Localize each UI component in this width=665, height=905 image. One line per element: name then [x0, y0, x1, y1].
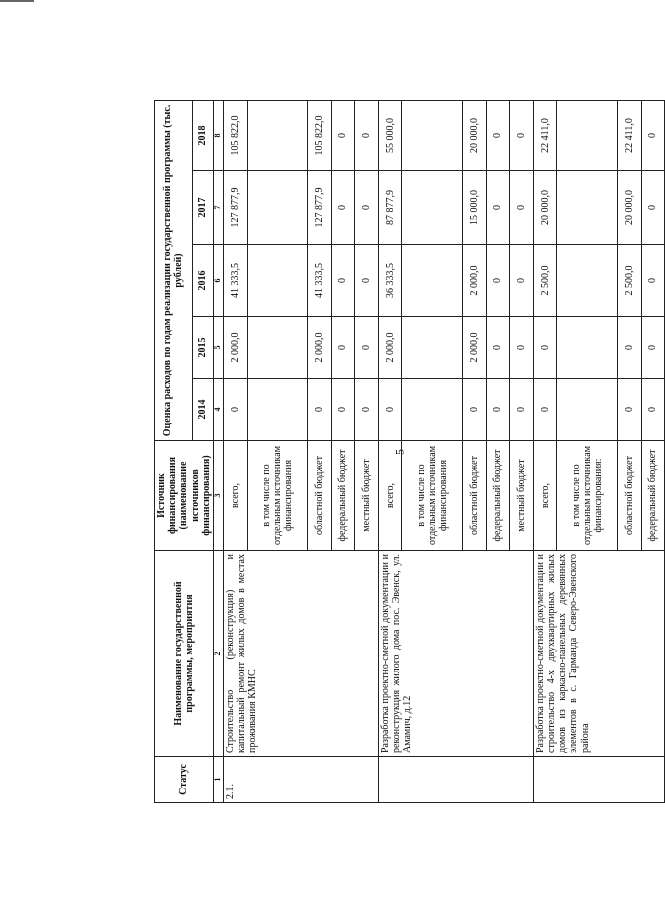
- value-cell: 20 000,0: [533, 171, 557, 245]
- value-cell: 0: [486, 245, 510, 317]
- value-cell: [402, 171, 463, 245]
- value-cell: 0: [533, 317, 557, 379]
- source-cell: всего,: [533, 441, 557, 551]
- table-row: [533, 100, 557, 802]
- value-cell: 105 822,0: [223, 100, 247, 170]
- value-cell: 0: [618, 317, 642, 379]
- measure-name: Разработка проектно-сметной документации и реконструкция жилого дома пос. Эвенск, ул. Амамич, д.12: [378, 551, 533, 757]
- value-cell: [557, 317, 618, 379]
- value-cell: 0: [486, 317, 510, 379]
- source-cell: всего,: [378, 441, 402, 551]
- source-cell: федеральный бюджет: [486, 441, 510, 551]
- value-cell: [247, 245, 308, 317]
- table-row: [223, 100, 247, 802]
- status-cell: 2.1.: [223, 757, 378, 803]
- value-cell: 105 822,0: [308, 100, 332, 170]
- budget-table: [154, 100, 665, 803]
- value-cell: 0: [486, 379, 510, 441]
- column-index: 6: [213, 245, 223, 317]
- value-cell: 0: [331, 171, 355, 245]
- source-cell: областной бюджет: [618, 441, 642, 551]
- value-cell: 0: [641, 100, 665, 170]
- value-cell: 22 411,0: [618, 100, 642, 170]
- source-cell: местный бюджет: [355, 441, 379, 551]
- source-cell: областной бюджет: [463, 441, 487, 551]
- value-cell: 0: [510, 171, 534, 245]
- value-cell: [247, 379, 308, 441]
- value-cell: [557, 171, 618, 245]
- value-cell: 0: [355, 100, 379, 170]
- value-cell: 15 000,0: [463, 171, 487, 245]
- value-cell: 0: [510, 317, 534, 379]
- measure-name: Строительство (реконструкция) и капитальный ремонт жилых домов в местах проживания КМНС: [223, 551, 378, 757]
- header-year: 2014: [192, 379, 213, 441]
- value-cell: 127 877,9: [223, 171, 247, 245]
- column-index: 1: [213, 757, 223, 803]
- value-cell: [247, 317, 308, 379]
- value-cell: 0: [355, 317, 379, 379]
- source-cell: в том числе по отдельным источникам финансирования: [402, 441, 463, 551]
- source-cell: в том числе по отдельным источникам финансирования: [247, 441, 308, 551]
- value-cell: 0: [510, 100, 534, 170]
- value-cell: 2 000,0: [378, 317, 402, 379]
- page-number: 5: [392, 449, 407, 455]
- source-cell: в том числе по отдельным источникам финансирования:: [557, 441, 618, 551]
- header-year: 2016: [192, 245, 213, 317]
- value-cell: 0: [510, 379, 534, 441]
- source-cell: федеральный бюджет: [641, 441, 665, 551]
- value-cell: 41 333,5: [308, 245, 332, 317]
- header-year: 2015: [192, 317, 213, 379]
- source-cell: всего,: [223, 441, 247, 551]
- value-cell: 20 000,0: [618, 171, 642, 245]
- value-cell: [402, 317, 463, 379]
- value-cell: 2 500,0: [533, 245, 557, 317]
- column-index: 7: [213, 171, 223, 245]
- value-cell: 20 000,0: [463, 100, 487, 170]
- value-cell: 0: [641, 245, 665, 317]
- source-cell: местный бюджет: [510, 441, 534, 551]
- value-cell: 0: [331, 379, 355, 441]
- value-cell: 127 877,9: [308, 171, 332, 245]
- value-cell: 87 877,9: [378, 171, 402, 245]
- status-cell: [533, 757, 665, 803]
- value-cell: 0: [331, 317, 355, 379]
- column-index-row: [213, 100, 223, 802]
- value-cell: 0: [486, 100, 510, 170]
- column-index: 5: [213, 317, 223, 379]
- value-cell: [557, 100, 618, 170]
- value-cell: 0: [308, 379, 332, 441]
- header-year: 2017: [192, 171, 213, 245]
- value-cell: 0: [355, 171, 379, 245]
- status-cell: [378, 757, 533, 803]
- value-cell: 0: [641, 171, 665, 245]
- value-cell: 2 000,0: [463, 245, 487, 317]
- value-cell: 0: [331, 100, 355, 170]
- column-index: 3: [213, 441, 223, 551]
- value-cell: [247, 171, 308, 245]
- value-cell: 55 000,0: [378, 100, 402, 170]
- value-cell: 0: [618, 379, 642, 441]
- header-year: 2018: [192, 100, 213, 170]
- value-cell: 41 333,5: [223, 245, 247, 317]
- value-cell: [402, 100, 463, 170]
- value-cell: 36 333,5: [378, 245, 402, 317]
- value-cell: 0: [355, 245, 379, 317]
- value-cell: 0: [486, 171, 510, 245]
- corner-mark: [0, 0, 34, 2]
- column-index: 4: [213, 379, 223, 441]
- value-cell: 22 411,0: [533, 100, 557, 170]
- header-source: Источник финансирования (наименование источников финансирования): [155, 441, 214, 551]
- value-cell: 0: [641, 317, 665, 379]
- value-cell: 0: [331, 245, 355, 317]
- value-cell: [402, 245, 463, 317]
- value-cell: 2 000,0: [463, 317, 487, 379]
- table-row: [378, 100, 402, 802]
- value-cell: [557, 245, 618, 317]
- value-cell: 2 000,0: [308, 317, 332, 379]
- header-name: Наименование государственной программы, мероприятия: [155, 551, 214, 757]
- column-index: 2: [213, 551, 223, 757]
- value-cell: 0: [510, 245, 534, 317]
- value-cell: 0: [463, 379, 487, 441]
- value-cell: 2 500,0: [618, 245, 642, 317]
- value-cell: 2 000,0: [223, 317, 247, 379]
- value-cell: 0: [355, 379, 379, 441]
- source-cell: федеральный бюджет: [331, 441, 355, 551]
- column-index: 8: [213, 100, 223, 170]
- value-cell: [402, 379, 463, 441]
- value-cell: 0: [533, 379, 557, 441]
- header-status: Статус: [155, 757, 214, 803]
- value-cell: 0: [641, 379, 665, 441]
- value-cell: 0: [378, 379, 402, 441]
- value-cell: [557, 379, 618, 441]
- source-cell: областной бюджет: [308, 441, 332, 551]
- value-cell: 0: [223, 379, 247, 441]
- header-estimate: Оценка расходов по годам реализации государственной программы (тыс. рублей): [155, 100, 193, 440]
- measure-name: Разработка проектно-сметной документации и строительство 4-х двухквартирных жилых домов из каркасно-панельных деревянных элементов в с. Гарманда Северо-Эвенского района: [533, 551, 665, 757]
- value-cell: [247, 100, 308, 170]
- rotated-page: [154, 101, 659, 803]
